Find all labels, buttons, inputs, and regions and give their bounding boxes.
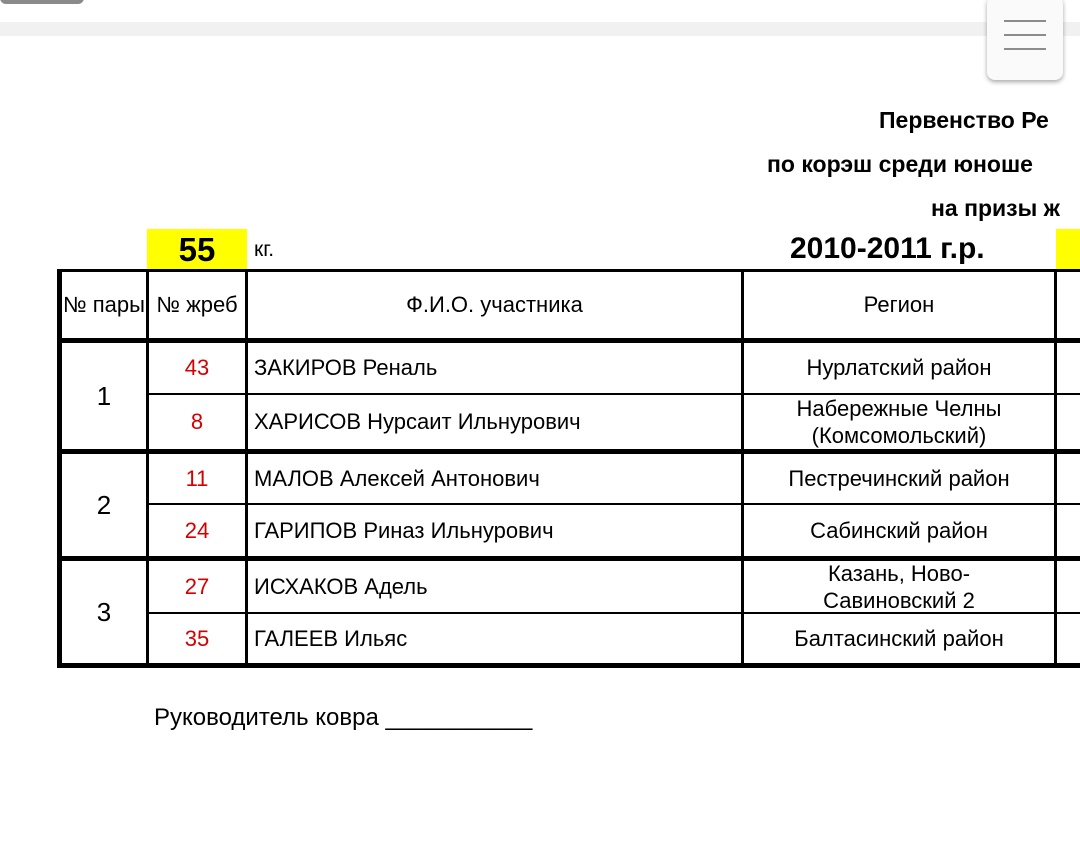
weight-value: 55 xyxy=(178,231,216,268)
participant-region: Пестречинский район xyxy=(788,465,1010,491)
header-name: Ф.И.О. участника xyxy=(406,292,583,317)
participant-name: ХАРИСОВ Нурсаит Ильнурович xyxy=(254,409,581,434)
draw-number: 8 xyxy=(190,409,204,434)
right-highlight xyxy=(1056,229,1080,271)
draw-number: 43 xyxy=(184,355,210,380)
title-line-2: по корэш среди юноше xyxy=(767,151,1033,177)
draw-number: 27 xyxy=(184,573,210,599)
top-tab[interactable] xyxy=(0,0,84,4)
title-line-1: Первенство Ре xyxy=(879,107,1049,133)
participant-region: Балтасинский район xyxy=(794,625,1004,651)
participant-name: ГАРИПОВ Риназ Ильнурович xyxy=(254,517,554,543)
menu-button[interactable] xyxy=(987,0,1063,80)
title-line-3: на призы ж xyxy=(931,195,1060,221)
pair-number: 3 xyxy=(96,596,112,627)
header-pair-no: № пары xyxy=(63,292,145,317)
participant-region: Набережные Челны (Комсомольский) xyxy=(796,396,1002,448)
top-band xyxy=(0,22,1080,36)
pair-number: 1 xyxy=(96,380,112,411)
participant-name: ИСХАКОВ Адель xyxy=(254,573,428,599)
draw-number: 24 xyxy=(184,517,210,543)
draw-number: 11 xyxy=(185,465,209,491)
draw-number: 35 xyxy=(184,625,210,651)
birth-years: 2010-2011 г.р. xyxy=(790,232,985,265)
pair-number: 2 xyxy=(96,489,112,520)
participant-name: ГАЛЕЕВ Ильяс xyxy=(254,625,408,651)
participant-region: Казань, Ново-Савиновский 2 xyxy=(823,560,975,613)
participant-region: Нурлатский район xyxy=(806,355,992,380)
header-region: Регион xyxy=(863,292,935,317)
participant-name: МАЛОВ Алексей Антонович xyxy=(254,465,540,491)
participant-region: Сабинский район xyxy=(810,517,988,543)
mat-head-signature: Руководитель ковра ___________ xyxy=(154,704,533,731)
participant-name: ЗАКИРОВ Реналь xyxy=(254,355,438,380)
header-draw-no: № жреб xyxy=(156,292,238,317)
weight-unit: кг. xyxy=(254,238,275,261)
